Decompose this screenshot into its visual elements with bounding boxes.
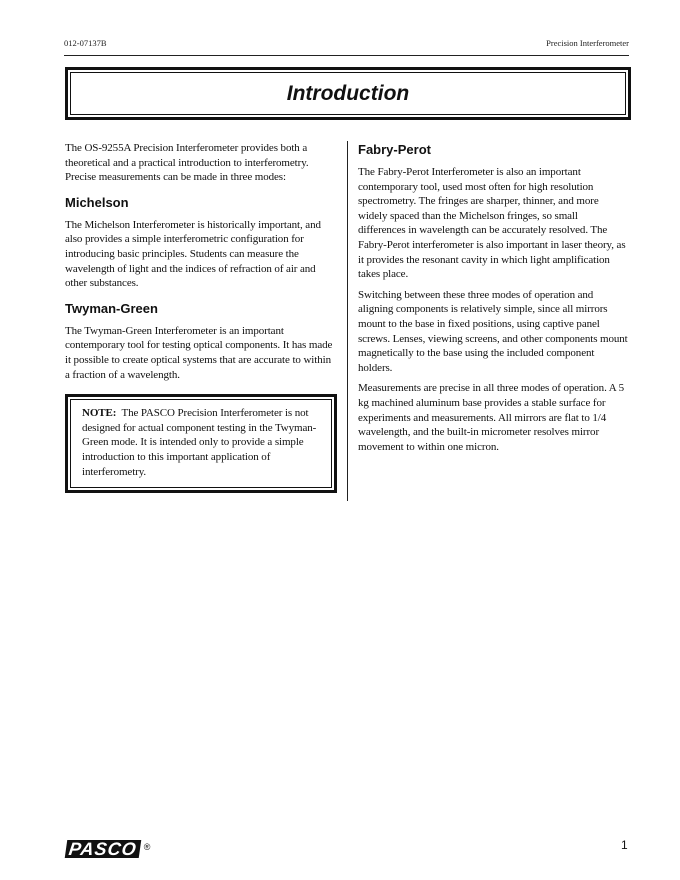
note-inner-frame xyxy=(70,399,332,488)
left-column xyxy=(65,141,337,493)
title-box xyxy=(65,67,631,120)
twyman-green-paragraph: The Twyman-Green Interferometer is an important contemporary tool for testing optical components. It has made it possible to create optical systems that are accurate to within a fraction of a wavelength. xyxy=(65,324,333,381)
pasco-logo-word: PASCO xyxy=(65,840,141,858)
note-box xyxy=(65,394,337,493)
header-rule xyxy=(64,55,629,56)
twyman-green-heading: Twyman-Green xyxy=(65,300,158,316)
right-column xyxy=(358,141,628,460)
fabry-perot-heading: Fabry-Perot xyxy=(358,142,431,157)
registered-mark: ® xyxy=(143,842,152,852)
doc-title: Precision Interferometer xyxy=(546,38,629,48)
note-paragraph xyxy=(82,406,321,479)
column-divider xyxy=(347,141,348,501)
running-header xyxy=(64,38,629,48)
switching-paragraph: Switching between these three modes of operation and aligning components is relatively simple, since all mirrors mount to the base in fixed positions, using captive panel screws. Lenses, viewing screens, and other components mount magnetically to the base using the included component holders. xyxy=(358,288,628,374)
michelson-paragraph: The Michelson Interferometer is historically important, and also provides a simple interferometric configuration for introducing basic principles. Students can measure the wavelength of light and the indices of refraction of air and other substances. xyxy=(65,218,321,290)
page-number: 1 xyxy=(621,838,628,852)
page-title: Introduction xyxy=(286,81,410,105)
michelson-heading: Michelson xyxy=(65,194,129,210)
intro-paragraph: The OS-9255A Precision Interferometer provides both a theoretical and a practical introduction to interferometry. Precise measurements can be made in three modes: xyxy=(65,142,309,184)
pasco-logo xyxy=(66,840,151,858)
note-text: The PASCO Precision Interferometer is not designed for actual component testing in the Twyman-Green mode. It is intended only to provide a simple introduction to this important application of interferometry. xyxy=(82,407,317,478)
title-inner-frame xyxy=(70,72,626,115)
doc-number: 012-07137B xyxy=(64,38,107,48)
note-label: NOTE: xyxy=(82,407,117,420)
fabry-perot-paragraph: The Fabry-Perot Interferometer is also an important contemporary tool, used most often for high resolution spectrometry. The fringes are sharper, thinner, and more widely spaced than the Michelson fringes, so small differences in wavelength can be accurately resolved. The Fabry-Perot interferometer is also important in laser theory, as it provides the resonant cavity in which light amplification takes place. xyxy=(358,166,626,281)
measurements-paragraph: Measurements are precise in all three modes of operation. A 5 kg machined aluminum base provides a stable surface for experiments and measurements. All mirrors are flat to 1/4 wavelength, and the built-in micrometer resolves mirror movement to within one micron. xyxy=(358,382,625,453)
